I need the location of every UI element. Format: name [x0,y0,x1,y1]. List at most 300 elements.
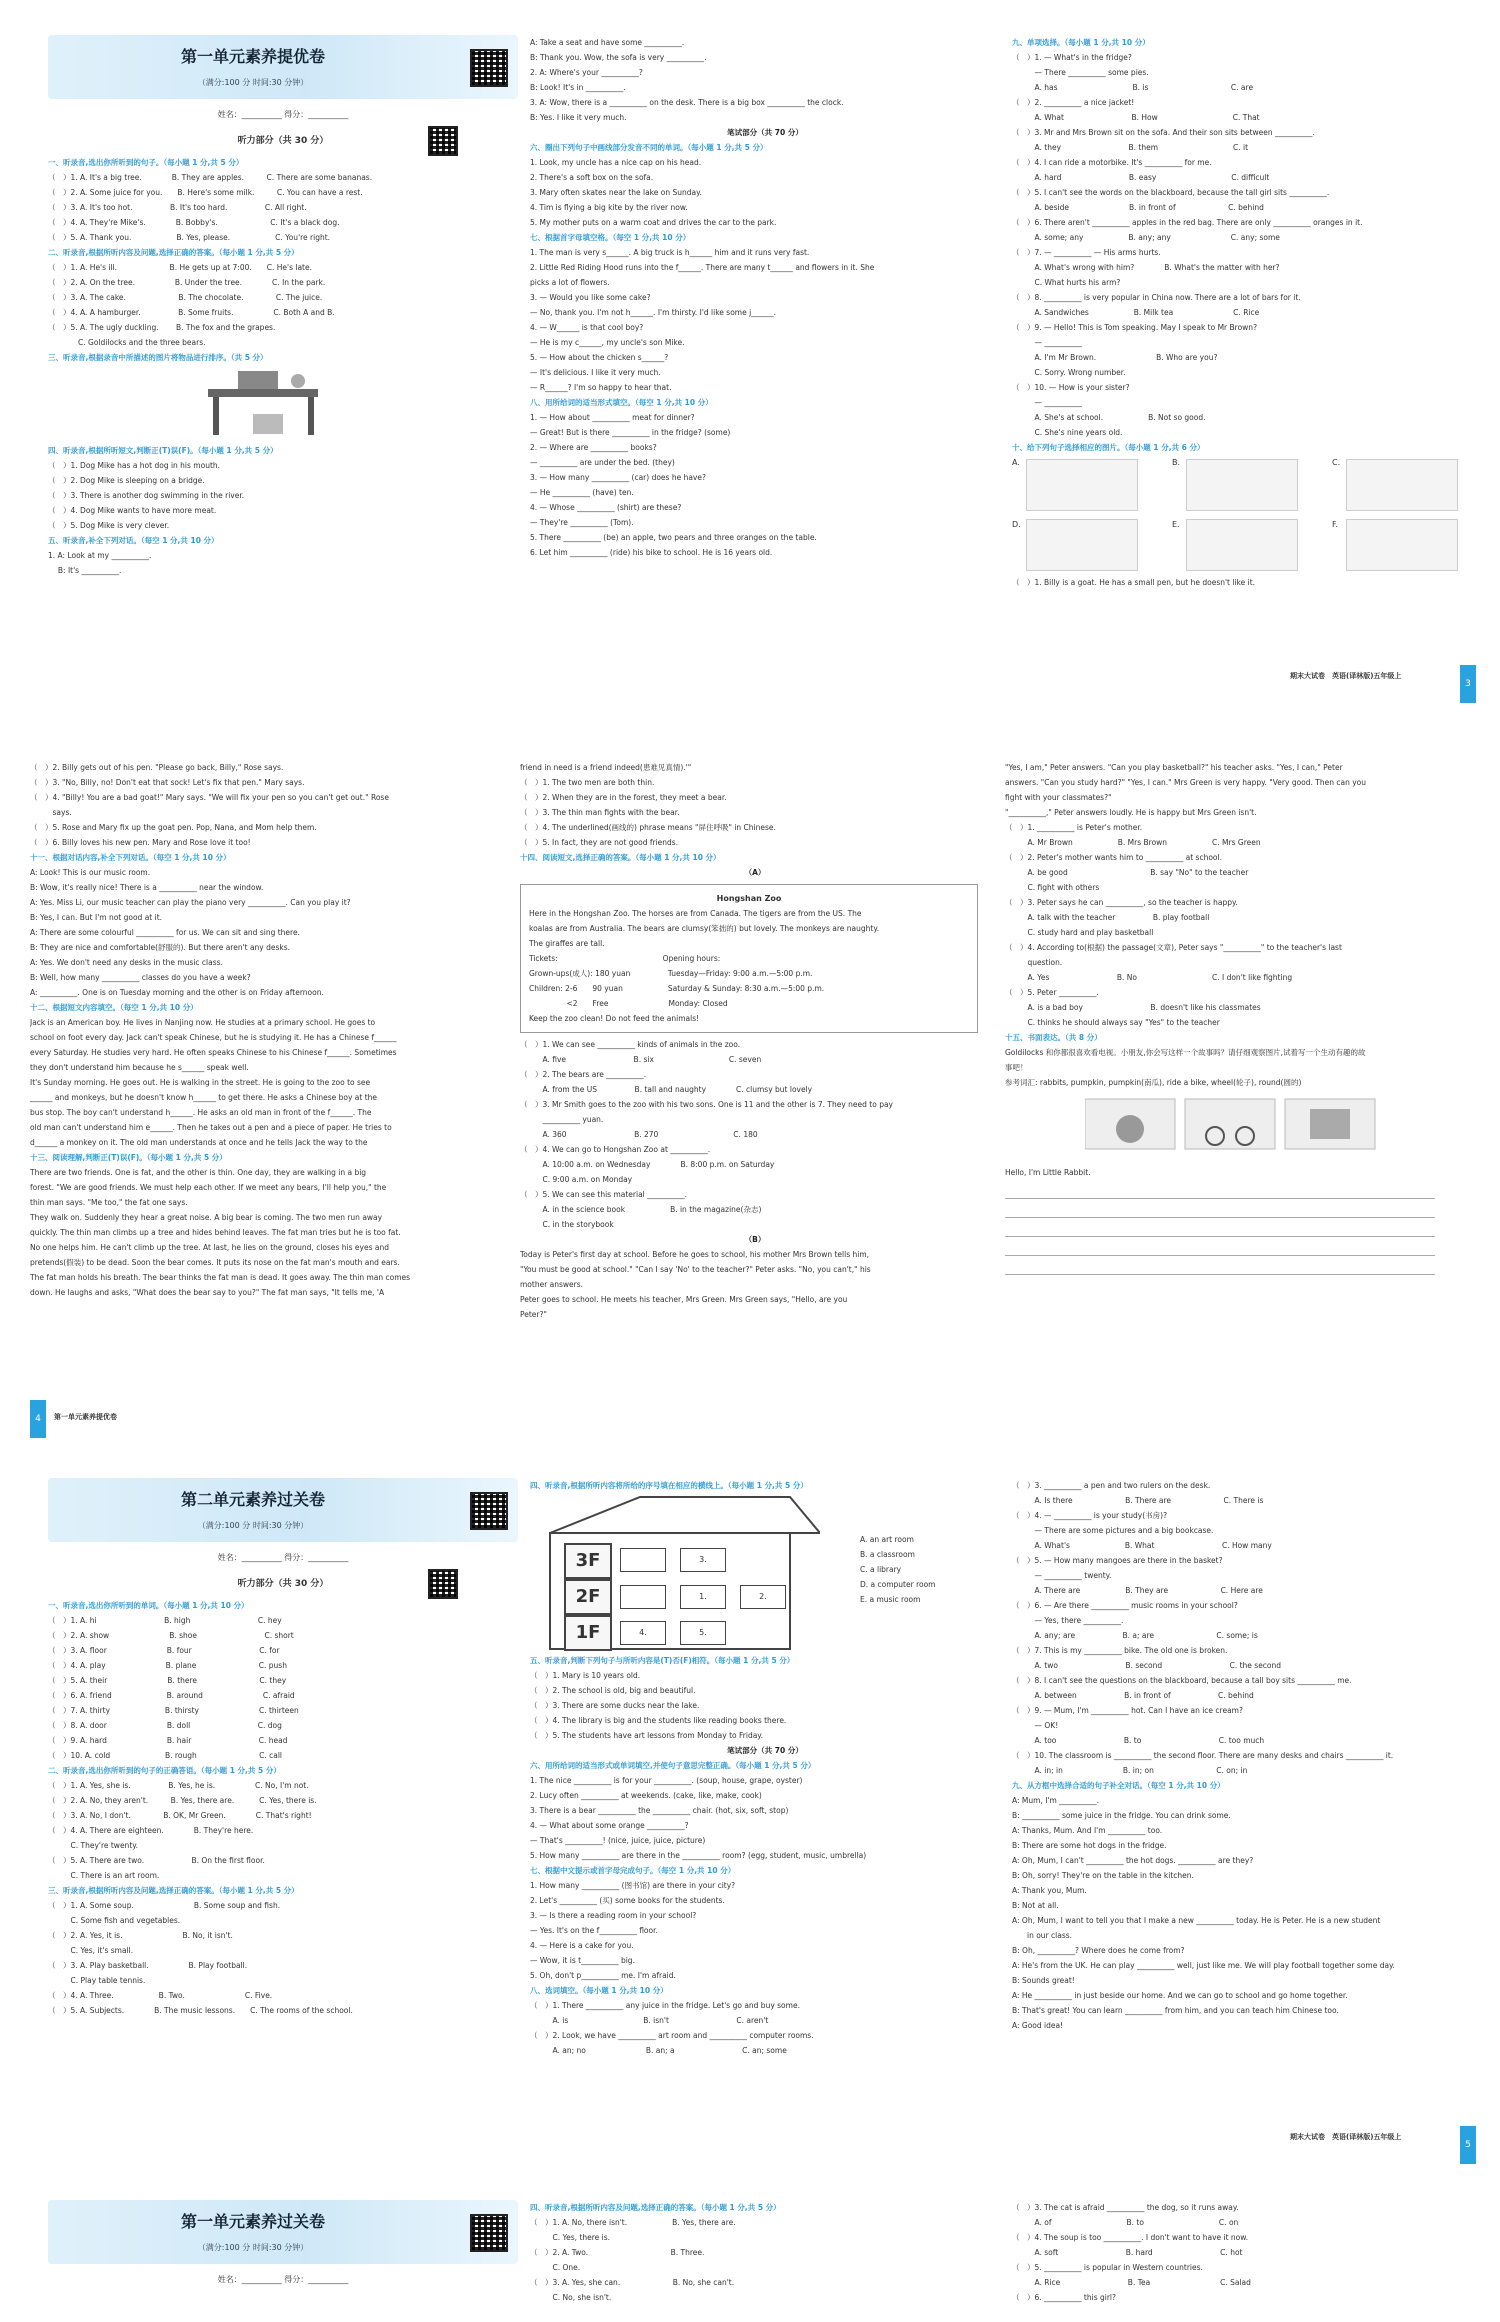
spread2-col3 [1005,760,1475,1275]
test-banner [48,35,518,99]
question-line: Grown-ups(成人): 180 yuan Tuesday—Friday: 9:00 a.m.—5:00 p.m. [529,969,813,978]
section-heading: 二、听录音,选出你所听到的句子的正确答语。（每小题 1 分,共 5 分） [48,1766,281,1775]
question-line: （ ）4. A. A hamburger. B. Some fruits. C. Both A and B. [48,308,335,317]
question-line: （ ）5. I can't see the words on the blackboard, because the tall girl sits __________. [1012,188,1330,197]
question-line: Peter?" [520,1310,547,1319]
question-line: （ ）3. Mr and Mrs Brown sit on the sofa. And their son sits between __________. [1012,128,1315,137]
question-line: A. two B. second C. the second [1012,1661,1282,1670]
question-line: Children: 2-6 90 yuan Saturday & Sunday: 8:30 a.m.—5:00 p.m. [529,984,825,993]
question-line: C. No, she isn't. [530,2293,612,2302]
question-line: （ ）4. The library is big and the students like reading books there. [530,1716,787,1725]
question-line: bus stop. The boy can't understand h______. He asks an old man in front of the f______. The [30,1108,372,1117]
question-line: A. What's wrong with him? B. What's the matter with her? [1012,263,1280,272]
question-line: — Yes. It's on the f__________ floor. [530,1926,658,1935]
question-line: — Yes, there __________. [1012,1616,1124,1625]
question-line: （ ）1. A. It's a big tree. B. They are apples. C. There are some bananas. [48,173,373,182]
section-heading: 七、根据首字母填空格。（每空 1 分,共 10 分） [530,233,691,242]
question-line: （ ）2. __________ a nice jacket! [1012,98,1135,107]
question-line: — __________ twenty. [1012,1571,1112,1580]
question-line: They walk on. Suddenly they hear a great noise. A big bear is coming. The two men run away [30,1213,383,1222]
section-heading: 十四、阅读短文,选择正确的答案。（每小题 1 分,共 10 分） [520,853,721,862]
section-heading: 十二、根据短文内容填空。（每空 1 分,共 10 分） [30,1003,198,1012]
question-line: A: Thank you, Mum. [1012,1886,1087,1895]
section-heading: 九、单项选择。（每小题 1 分,共 10 分） [1012,38,1150,47]
question-line: A. beside B. in front of C. behind [1012,203,1264,212]
question-line: Jack is an American boy. He lives in Nanjing now. He studies at a primary school. He goes to [30,1018,376,1027]
question-line: A. I'm Mr Brown. B. Who are you? [1012,353,1218,362]
page-number: 5 [1460,2126,1476,2164]
question-line: — __________ [1012,338,1082,347]
section-heading: 六、圈出下列句子中画线部分发音不同的单词。（每小题 1 分,共 5 分） [530,143,768,152]
question-line: — Wow, it is t__________ big. [530,1956,635,1965]
question-line: A. between B. in front of C. behind [1012,1691,1254,1700]
floor-label: 2F [564,1579,612,1615]
question-line: A: Good idea! [1012,2021,1064,2030]
section-heading: 五、听录音,判断下列句子与所听内容是(T)否(F)相符。（每小题 1 分,共 5 分） [530,1656,795,1665]
question-line: — No, thank you. I'm not h______. I'm thirsty. I'd like some j______. [530,308,777,317]
question-line: （ ）5. Dog Mike is very clever. [48,521,170,530]
question-line: （ ）3. "No, Billy, no! Don't eat that sock! Let's fix that pen." Mary says. [30,778,305,787]
question-line: "You must be good at school." "Can I say 'No' to the teacher?" Peter asks. "No, you can't," his [520,1265,871,1274]
room-box: 5. [680,1621,726,1645]
question-line: （ ）1. — What's in the fridge? [1012,53,1132,62]
school-building-figure [530,1493,1000,1653]
question-line: （ ）2. The bears are __________. [520,1070,647,1079]
page-footer: 期末大试卷 英语(译林版)五年级上 [1290,672,1402,680]
question-line: old man can't understand him e______. Then he takes out a pen and a piece of paper. He tries to [30,1123,392,1132]
spread4-col3 [1012,2200,1482,2305]
section-heading: 四、听录音,根据所听内容将所给的序号填在相应的横线上。（每小题 1 分,共 5 分） [530,1481,808,1490]
section-heading: 二、听录音,根据所听内容及问题,选择正确的答案。（每小题 1 分,共 5 分） [48,248,299,257]
spread-3 [0,1478,1500,2168]
room-box: 4. [620,1621,666,1645]
question-line: d______ a monkey on it. The old man understands at once and he tells Jack the way to the [30,1138,368,1147]
question-line: （ ）1. A. hi B. high C. hey [48,1616,282,1625]
question-line: C. Sorry. Wrong number. [1012,368,1126,377]
question-line: B: There are some hot dogs in the fridge. [1012,1841,1167,1850]
question-line: 6. Let him __________ (ride) his bike to school. He is 16 years old. [530,548,773,557]
question-line: （ ）3. A. The cake. B. The chocolate. C. The juice. [48,293,323,302]
test-title: 第一单元素养提优卷 [180,47,325,66]
question-line: 1. The man is very s______. A big truck is h______ him and it runs very fast. [530,248,810,257]
spread1-col1 [48,35,518,578]
question-line: A. an; no B. an; a C. an; some [530,2046,787,2055]
picture-d [1026,519,1138,571]
question-line: （ ）4. The underlined(画线的) phrase means "屏住呼吸" in Chinese. [520,823,776,832]
question-line: （ ）2. The school is old, big and beautiful. [530,1686,696,1695]
question-line: 3. Mary often skates near the lake on Sunday. [530,188,702,197]
question-line: It's Sunday morning. He goes out. He is walking in the street. He is going to the zoo to see [30,1078,371,1087]
question-line: The giraffes are tall. [529,939,605,948]
question-line: （ ）3. There is another dog swimming in the river. [48,491,245,500]
question-list [48,155,518,365]
pic-label-c: C. [1332,458,1341,467]
section-heading: 笔试部分（共 70 分） [727,128,803,137]
question-line: （ ）4. Dog Mike wants to have more meat. [48,506,217,515]
section-heading: 五、听录音,补全下列对话。（每空 1 分,共 10 分） [48,536,219,545]
zoo-notice [520,884,978,1033]
pic-label-a: A. [1012,458,1020,467]
question-line: A. Is there B. There are C. There is [1012,1496,1264,1505]
question-line: every Saturday. He studies very hard. He often speaks Chinese to his Chinese f______. Sometimes [30,1048,397,1057]
picture-f [1346,519,1458,571]
question-line: 4. — Whose __________ (shirt) are these? [530,503,682,512]
question-line: 4. Tim is flying a big kite by the river now. [530,203,688,212]
question-line: A: Oh, Mum, I can't __________ the hot dogs. __________ are they? [1012,1856,1254,1865]
question-line: （ ）1. Billy is a goat. He has a small pen, but he doesn't like it. [1012,578,1256,587]
spread1-col2 [530,35,1000,560]
section-heading: 七、根据中文提示或首字母完成句子。（每空 1 分,共 10 分） [530,1866,736,1875]
question-line: （ ）9. — Mum, I'm __________ hot. Can I have an ice cream? [1012,1706,1243,1715]
question-list [48,443,518,578]
room-box: 3. [680,1548,726,1572]
question-line: A. 10:00 a.m. on Wednesday B. 8:00 p.m. on Saturday [520,1160,775,1169]
question-line: C. Yes, there is. [530,2233,610,2242]
question-line: B: Oh, sorry! They're on the table in the kitchen. [1012,1871,1194,1880]
writing-start: Hello, I'm Little Rabbit. [1005,1168,1091,1177]
question-line: （ ）9. A. hard B. hair C. head [48,1736,288,1745]
question-line: 4. — What about some orange __________? [530,1821,689,1830]
qr-code-icon [428,126,458,156]
question-line: "Yes, I am," Peter answers. "Can you play basketball?" his teacher asks. "Yes, I can," Peter [1005,763,1343,772]
question-line: （ ）8. __________ is very popular in China now. There are a lot of bars for it. [1012,293,1301,302]
question-line: C. Yes, it's small. [48,1946,134,1955]
page-footer: 期末大试卷 英语(译林版)五年级上 [1290,2133,1402,2141]
question-list [48,1598,518,2018]
question-line: A. an art room [860,1535,914,1544]
question-line: （ ）5. We can see this material __________. [520,1190,688,1199]
question-line: （ ）4. A. Three. B. Two. C. Five. [48,1991,273,2000]
question-line: A. 360 B. 270 C. 180 [520,1130,758,1139]
question-line: A: __________. One is on Tuesday morning and the other is on Friday afternoon. [30,988,324,997]
question-line: — There are some pictures and a big bookcase. [1012,1526,1214,1535]
question-line: A. some; any B. any; any C. any; some [1012,233,1280,242]
question-line: （ ）5. — How many mangoes are there in the basket? [1012,1556,1223,1565]
question-line: Peter goes to school. He meets his teacher, Mrs Green. Mrs Green says, "Hello, are you [520,1295,848,1304]
question-line: （ ）10. — How is your sister? [1012,383,1130,392]
question-line: A. soft B. hard C. hot [1012,2248,1243,2257]
page-footer: 第一单元素养提优卷 [54,1413,117,1421]
question-line: thin man says. "Me too," the fat one says. [30,1198,188,1207]
section-heading: 八、用所给词的适当形式填空。（每空 1 分,共 10 分） [530,398,713,407]
writing-line[interactable] [1005,1256,1435,1275]
question-line: A. is a bad boy B. doesn't like his classmates [1005,1003,1261,1012]
question-line: A. any; are B. a; are C. some; is [1012,1631,1258,1640]
pic-label-f: F. [1332,520,1338,529]
question-line: they don't understand him because he s______ speak well. [30,1063,249,1072]
question-line: C. She's nine years old. [1012,428,1123,437]
question-line: B: Look! It's in __________. [530,83,626,92]
question-line: — There __________ some pies. [1012,68,1149,77]
name-score-bar: 姓名：__________ 得分：__________ [217,1553,349,1562]
question-line: （ ）7. — __________ — His arms hurts. [1012,248,1161,257]
question-line: — R______? I'm so happy to hear that. [530,383,672,392]
question-line: C. study hard and play basketball [1005,928,1154,937]
question-line: E. a music room [860,1595,921,1604]
section-heading: 三、听录音,根据录音中所描述的图片将物品进行排序。（共 5 分） [48,353,268,362]
question-line: C. Play table tennis. [48,1976,146,1985]
question-line: （ ）6. — Are there __________ music rooms in your school? [1012,1601,1238,1610]
question-line: down. He laughs and asks, "What does the bear say to you?" The fat man says, "It tells me, 'A [30,1288,385,1297]
picture-b [1186,459,1298,511]
question-line: B: Sounds great! [1012,1976,1075,1985]
question-line: （ ）8. A. door B. doll C. dog [48,1721,282,1730]
question-line: （ ）2. A. Some juice for you. B. Here's some milk. C. You can have a rest. [48,188,363,197]
question-line: A: There are some colourful __________ for us. We can sit and sing there. [30,928,300,937]
question-line: — He __________ (have) ten. [530,488,634,497]
question-line: （ ）8. I can't see the questions on the blackboard, because a tall boy sits __________ me. [1012,1676,1352,1685]
question-line: （ ）4. I can ride a motorbike. It's __________ for me. [1012,158,1212,167]
question-line: says. [30,808,72,817]
spread4-col1 [48,2200,518,2299]
question-line: 2. Lucy often __________ at weekends. (cake, like, make, cook) [530,1791,762,1800]
question-line: Today is Peter's first day at school. Before he goes to school, his mother Mrs Brown tells him, [520,1250,870,1259]
picture-c [1346,459,1458,511]
question-line: ______ and monkeys, but he doesn't know h______ to get there. He asks a Chinese boy at the [30,1093,377,1102]
question-list [1005,760,1475,1090]
question-list [1012,1478,1482,2033]
question-list [1012,35,1482,455]
question-line: （ ）2. A. Two. B. Three. [530,2248,705,2257]
question-line: — He is my c______, my uncle's son Mike. [530,338,685,347]
question-line: Goldilocks 和你都很喜欢看电视。小朋友,你会写这样一个故事吗？请仔细观察图片,试着写一个生动有趣的故 [1005,1048,1366,1057]
page-number: 4 [30,1400,46,1438]
spread1-col3 [1012,35,1482,590]
question-line: C. Some fish and vegetables. [48,1916,181,1925]
question-line: A: Thanks, Mum. And I'm __________ too. [1012,1826,1163,1835]
question-line: 事吧！ [1005,1063,1028,1072]
question-line: A. is B. isn't C. aren't [530,2016,769,2025]
question-line: B: Thank you. Wow, the sofa is very __________. [530,53,707,62]
question-line: forest. "We are good friends. We must help each other. If we meet any bears, I'll help you," the [30,1183,387,1192]
question-line: 4. — Here is a cake for you. [530,1941,634,1950]
question-line: A. Rice B. Tea C. Salad [1012,2278,1251,2287]
question-list [30,760,500,1300]
question-line: — Great! But is there __________ in the fridge? (some) [530,428,731,437]
question-line: B: Oh, __________? Where does he come from? [1012,1946,1185,1955]
question-line: B: __________ some juice in the fridge. You can drink some. [1012,1811,1231,1820]
question-line: 参考词汇: rabbits, pumpkin, pumpkin(南瓜), ride a bike, wheel(轮子), round(圆的) [1005,1078,1302,1087]
question-line: （ ）5. A. Thank you. B. Yes, please. C. You're right. [48,233,331,242]
test-subtitle: （满分:100 分 时间:30 分钟） [197,1521,309,1530]
question-line: 4. — W______ is that cool boy? [530,323,644,332]
writing-line[interactable] [1005,1180,1435,1199]
question-line: （ ）1. __________ is Peter's mother. [1005,823,1143,832]
question-line: B: That's great! You can learn __________ from him, and you can teach him Chinese too. [1012,2006,1339,2015]
question-line: （ ）6. Billy loves his new pen. Mary and Rose love it too! [30,838,251,847]
question-line: （ ）3. A. Yes, she can. B. No, she can't. [530,2278,735,2287]
question-line: 5. Oh, don't p__________ me. I'm afraid. [530,1971,676,1980]
question-line: （ ）4. A. There are eighteen. B. They're here. [48,1826,254,1835]
question-list [1012,2200,1482,2305]
room-box: 2. [740,1585,786,1609]
question-line: 1. — How about __________ meat for dinner? [530,413,695,422]
question-line: — __________ are under the bed. (they) [530,458,675,467]
question-line: （ ）4. — __________ is your study(书房)? [1012,1511,1168,1520]
question-line: A: Yes. We don't need any desks in the music class. [30,958,223,967]
question-line: A. from the US B. tall and naughty C. clumsy but lovely [520,1085,813,1094]
question-line: 5. My mother puts on a warm coat and drives the car to the park. [530,218,777,227]
question-line: B: Not at all. [1012,1901,1059,1910]
question-list [520,1037,990,1322]
test-subtitle: （满分:100 分 时间:30 分钟） [197,2243,309,2252]
question-list [530,1653,1000,2058]
question-line: （ ）5. __________ is popular in Western countries. [1012,2263,1203,2272]
question-line: （ ）10. The classroom is __________ the second floor. There are many desks and chairs __________ it. [1012,1751,1394,1760]
writing-line[interactable] [1005,1199,1435,1218]
spread2-col2 [520,760,990,1322]
question-line: 2. Little Red Riding Hood runs into the f______. There are many t______ and flowers in it. She [530,263,875,272]
question-line: （ ）2. A. Yes, it is. B. No, it isn't. [48,1931,233,1940]
spread-1 [0,35,1500,695]
question-line: mother answers. [520,1280,584,1289]
question-list [520,760,990,880]
question-line: C. Goldilocks and the three bears. [48,338,206,347]
question-line: C. thinks he should always say "Yes" to the teacher [1005,1018,1220,1027]
question-line: picks a lot of flowers. [530,278,610,287]
listening-part-heading [48,1577,518,1592]
room-box [620,1548,666,1572]
writing-line[interactable] [1005,1237,1435,1256]
question-line: （ ）5. Rose and Mary fix up the goat pen. Pop, Nana, and Mom help them. [30,823,317,832]
spread2-col1 [30,760,500,1300]
question-line: 1. A: Look at my __________. [48,551,152,560]
question-line: A. She's at school. B. Not so good. [1012,413,1206,422]
page-number: 3 [1460,665,1476,703]
question-line: 2. There's a soft box on the sofa. [530,173,654,182]
test-banner [48,2200,518,2264]
picture-grid [1012,455,1482,575]
question-line: （ ）2. A. On the tree. B. Under the tree. C. In the park. [48,278,326,287]
question-line: 3. There is a bear __________ the __________ chair. (hot, six, soft, stop) [530,1806,789,1815]
question-line: （ ）5. Peter __________. [1005,988,1099,997]
question-line: （ ）1. A. Yes, she is. B. Yes, he is. C. No, I'm not. [48,1781,309,1790]
story-pictures-icon [1085,1094,1385,1154]
question-line: A. be good B. say "No" to the teacher [1005,868,1249,877]
question-line: "__________," Peter answers loudly. He is happy but Mrs Green isn't. [1005,808,1257,817]
section-heading: 十三、阅读理解,判断正(T)误(F)。（每小题 1 分,共 5 分） [30,1153,227,1162]
question-line: The fat man holds his breath. The bear thinks the fat man is dead. It goes away. The thin man comes [30,1273,411,1282]
question-line: 1. Look, my uncle has a nice cap on his head. [530,158,702,167]
question-line: There are two friends. One is fat, and the other is thin. One day, they are walking in a big [30,1168,367,1177]
question-line: Tickets: Opening hours: [529,954,721,963]
question-line: （ ）1. The two men are both thin. [520,778,655,787]
question-line: in our class. [1012,1931,1073,1940]
question-line: — They're __________ (Tom). [530,518,634,527]
question-line: B: Well, how many __________ classes do you have a week? [30,973,251,982]
picture-a [1026,459,1138,511]
name-score-bar: 姓名：__________ 得分：__________ [217,110,349,119]
question-line: quickly. The thin man climbs up a tree and hides behind leaves. The fat man tries but he is too fat. [30,1228,401,1237]
question-line: （ ）7. This is my __________ bike. The old one is broken. [1012,1646,1228,1655]
picture-e [1186,519,1298,571]
question-line: 5. How many __________ are there in the __________ room? (egg, student, music, umbrella) [530,1851,867,1860]
name-score-bar: 姓名：__________ 得分：__________ [217,2275,349,2284]
question-line: No one helps him. He can't climb up the tree. At last, he lies on the ground, closes his eyes and [30,1243,389,1252]
question-line: A: Oh, Mum, I want to tell you that I make a new __________ today. He is Peter. He is a new student [1012,1916,1381,1925]
spread4-col2 [530,2200,1000,2305]
question-line: B: Yes, I can. But I'm not good at it. [30,913,163,922]
question-line: （ ）3. A. Play basketball. B. Play football. [48,1961,248,1970]
section-heading: 一、听录音,选出你所听到的句子。（每小题 1 分,共 5 分） [48,158,244,167]
question-line: （ ）2. A. No, they aren't. B. Yes, there are. C. Yes, there is. [48,1796,317,1805]
question-line: 2. A: Where's your __________? [530,68,643,77]
question-line: （ ）5. A. their B. there C. they [48,1676,287,1685]
desk-items-icon [198,369,338,439]
question-line: A. hard B. easy C. difficult [1012,173,1270,182]
question-line: — __________ [1012,398,1082,407]
question-line: （ ）6. __________ this girl? [1012,2293,1116,2302]
test-title: 第一单元素养过关卷 [180,2212,325,2231]
section-heading: 一、听录音,选出你所听到的单词。（每小题 1 分,共 10 分） [48,1601,249,1610]
question-line: A. talk with the teacher B. play football [1005,913,1210,922]
question-line: A: Mum, I'm __________. [1012,1796,1100,1805]
question-line: （ ）3. A. It's too hot. B. It's too hard. C. All right. [48,203,307,212]
question-line: __________ yuan. [520,1115,604,1124]
question-line: （B） [744,1235,766,1244]
desk-items-illustration [198,369,338,439]
question-line: （ ）1. There __________ any juice in the fridge. Let's go and buy some. [530,2001,800,2010]
question-line: （ ）3. __________ a pen and two rulers on the desk. [1012,1481,1211,1490]
section-heading: 笔试部分（共 70 分） [727,1746,803,1755]
question-line: 5. — How about the chicken s______? [530,353,669,362]
notice-title: Hongshan Zoo [716,894,782,903]
question-line: A: Yes. Miss Li, our music teacher can play the piano very __________. Can you play it? [30,898,351,907]
question-line: fight with your classmates?" [1005,793,1112,802]
section-heading: 十一、根据对话内容,补全下列对话。（每空 1 分,共 10 分） [30,853,231,862]
question-line: （ ）5. The students have art lessons from Monday to Friday. [530,1731,764,1740]
spread-4 [0,2200,1500,2322]
question-line: （ ）2. A. show B. shoe C. short [48,1631,294,1640]
question-line: （ ）4. A. They're Mike's. B. Bobby's. C. It's a black dog. [48,218,340,227]
question-line: A. Yes B. No C. I don't like fighting [1005,973,1293,982]
question-line: （ ）4. The soup is too __________. I don't want to have it now. [1012,2233,1249,2242]
question-line: C. fight with others [1005,883,1100,892]
question-line: 2. Let's __________ (买) some books for the students. [530,1896,725,1905]
question-line: C. a library [860,1565,902,1574]
notice-body [529,906,969,1026]
question-list [530,1478,1000,1493]
pic-label-e: E. [1172,520,1180,529]
question-line: B. a classroom [860,1550,915,1559]
pic-label-b: B. [1172,458,1181,467]
question-line: A. has B. is C. are [1012,83,1254,92]
question-line: D. a computer room [860,1580,936,1589]
question-line: A. in the science book B. in the magazine(杂志) [520,1205,762,1214]
question-line: （ ）4. "Billy! You are a bad goat!" Mary says. "We will fix your pen so you can't get out." Rose [30,793,389,802]
question-line: （ ）7. A. thirty B. thirsty C. thirteen [48,1706,299,1715]
part-label: 听力部分（共 30 分） [237,136,329,146]
question-line: （ ）3. A. floor B. four C. for [48,1646,280,1655]
section-heading: 十、给下列句子选择相应的图片。（每小题 1 分,共 6 分） [1012,443,1205,452]
question-line: （ ）4. We can go to Hongshan Zoo at __________. [520,1145,711,1154]
test-title: 第二单元素养过关卷 [180,1490,325,1509]
question-line: pretends(假装) to be dead. Soon the bear comes. It puts its nose on the fat man's mouth and ears. [30,1258,400,1267]
spread3-col1 [48,1478,518,2018]
question-line: B: They are nice and comfortable(舒服的). But there aren't any desks. [30,943,291,952]
floor-label: 3F [564,1543,612,1579]
question-line: （ ）6. A. friend B. around C. afraid [48,1691,295,1700]
question-line: B: Yes. I like it very much. [530,113,627,122]
floor-label: 1F [564,1615,612,1651]
question-line: C. There is an art room. [48,1871,160,1880]
question-line: A. What B. How C. That [1012,113,1260,122]
question-line: B: It's __________. [48,566,122,575]
question-line: （ ）1. A. Some soup. B. Some soup and fish. [48,1901,281,1910]
writing-line[interactable] [1005,1218,1435,1237]
question-line: Here in the Hongshan Zoo. The horses are from Canada. The tigers are from the US. The [529,909,862,918]
section-heading: 十五、书面表达。（共 8 分） [1005,1033,1102,1042]
